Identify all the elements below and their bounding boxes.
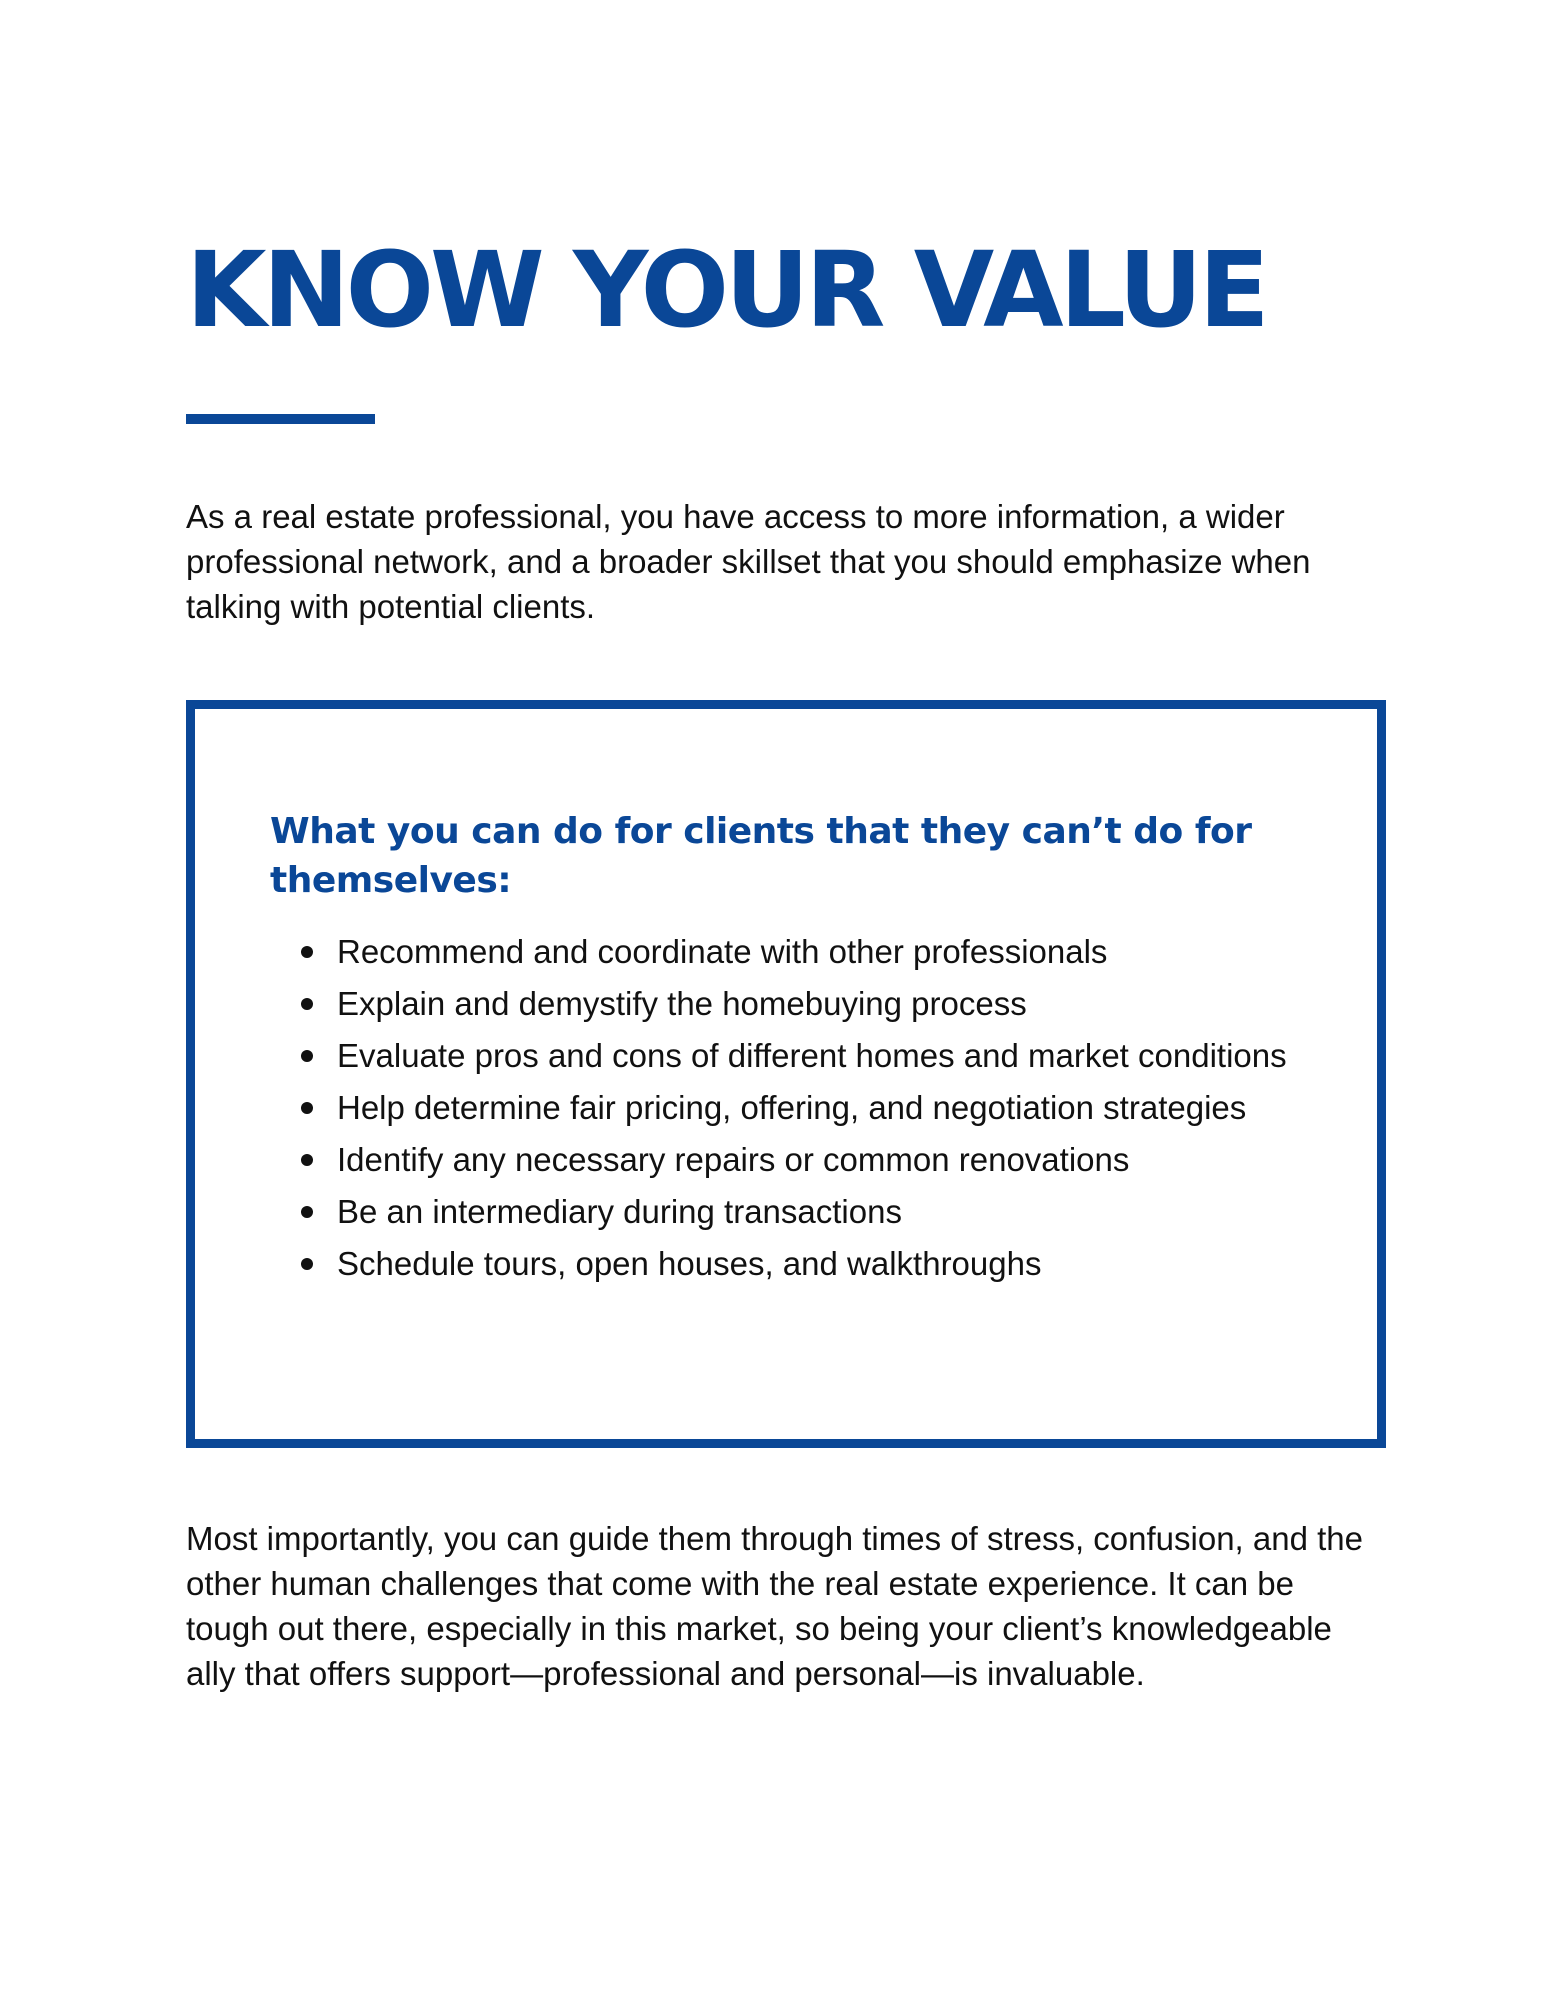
intro-paragraph: As a real estate professional, you have access to more information, a wider professional network, and a broader skillset that you should emphasize when talking with potential clients. (186, 498, 1311, 625)
list-item-text: Help determine fair pricing, offering, and negotiation strategies (337, 1089, 1247, 1126)
callout-box (186, 700, 1386, 1448)
list-item-text: Recommend and coordinate with other professionals (337, 933, 1108, 970)
list-item-text: Identify any necessary repairs or common renovations (337, 1141, 1130, 1178)
bullet-icon (301, 998, 313, 1010)
bullet-icon (301, 1258, 313, 1270)
callout-list (299, 929, 1359, 1293)
list-item-text: Be an intermediary during transactions (337, 1193, 902, 1230)
bullet-icon (301, 1154, 313, 1166)
list-item (299, 1137, 1359, 1182)
callout-heading: What you can do for clients that they can’t do for themselves: (270, 811, 1252, 901)
bullet-icon (301, 946, 313, 958)
title-underline (186, 414, 375, 424)
list-item (299, 1033, 1359, 1078)
list-item (299, 981, 1359, 1026)
page-title: KNOW YOUR VALUE (186, 229, 1266, 351)
list-item-text: Evaluate pros and cons of different homes and market conditions (337, 1037, 1287, 1074)
closing-paragraph: Most importantly, you can guide them through times of stress, confusion, and the other human challenges that come with the real estate experience. It can be tough out there, especially in this market, so being your client’s knowledgeable ally that offers support—professional and personal—is invaluable. (186, 1520, 1363, 1692)
list-item-text: Explain and demystify the homebuying process (337, 985, 1027, 1022)
list-item (299, 1085, 1359, 1130)
bullet-icon (301, 1102, 313, 1114)
list-item (299, 929, 1359, 974)
list-item (299, 1241, 1359, 1286)
list-item (299, 1189, 1359, 1234)
list-item-text: Schedule tours, open houses, and walkthroughs (337, 1245, 1042, 1282)
bullet-icon (301, 1050, 313, 1062)
bullet-icon (301, 1206, 313, 1218)
